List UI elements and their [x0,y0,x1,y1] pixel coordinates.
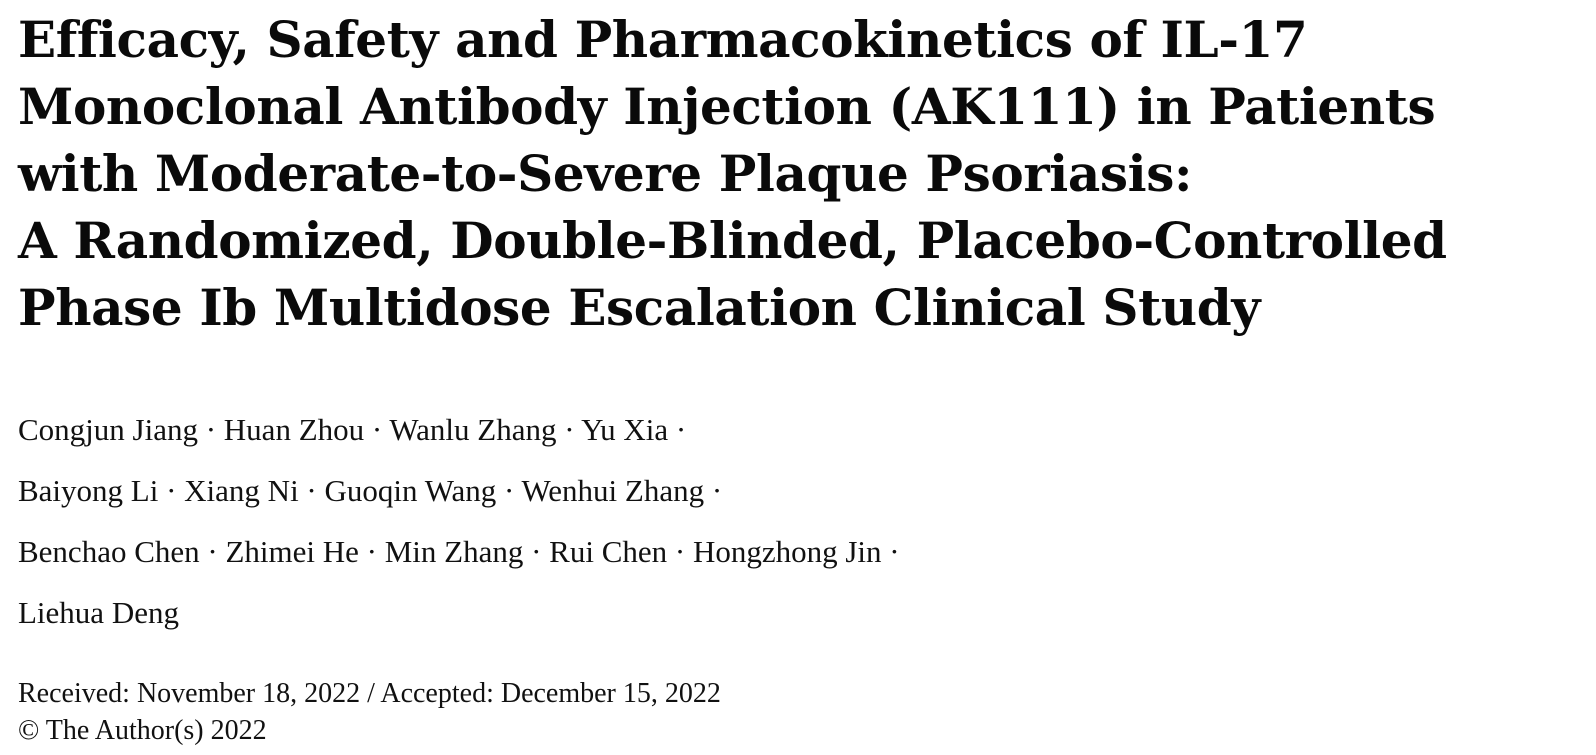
title-line-3: with Moderate-to-Severe Plaque Psoriasis: [18,144,1193,203]
page-title [18,6,1568,341]
title-line-4: A Randomized, Double-Blinded, Placebo-Controlled [18,211,1447,270]
title-line-2: Monoclonal Antibody Injection (AK111) in Patients [18,77,1436,136]
author-line: Benchao Chen · Zhimei He · Min Zhang · Rui Chen · Hongzhong Jin · [18,534,900,569]
author-line: Congjun Jiang · Huan Zhou · Wanlu Zhang · Yu Xia · [18,412,687,447]
publication-dates [18,675,1568,749]
author-line: Liehua Deng [18,595,179,630]
received-accepted-line: Received: November 18, 2022 / Accepted: December 15, 2022 [18,678,721,709]
copyright-line: © The Author(s) 2022 [18,715,267,746]
author-line: Baiyong Li · Xiang Ni · Guoqin Wang · Wenhui Zhang · [18,473,723,508]
title-line-5: Phase Ib Multidose Escalation Clinical Study [18,278,1260,337]
author-list [18,399,1568,643]
title-line-1: Efficacy, Safety and Pharmacokinetics of IL-17 [18,10,1308,69]
